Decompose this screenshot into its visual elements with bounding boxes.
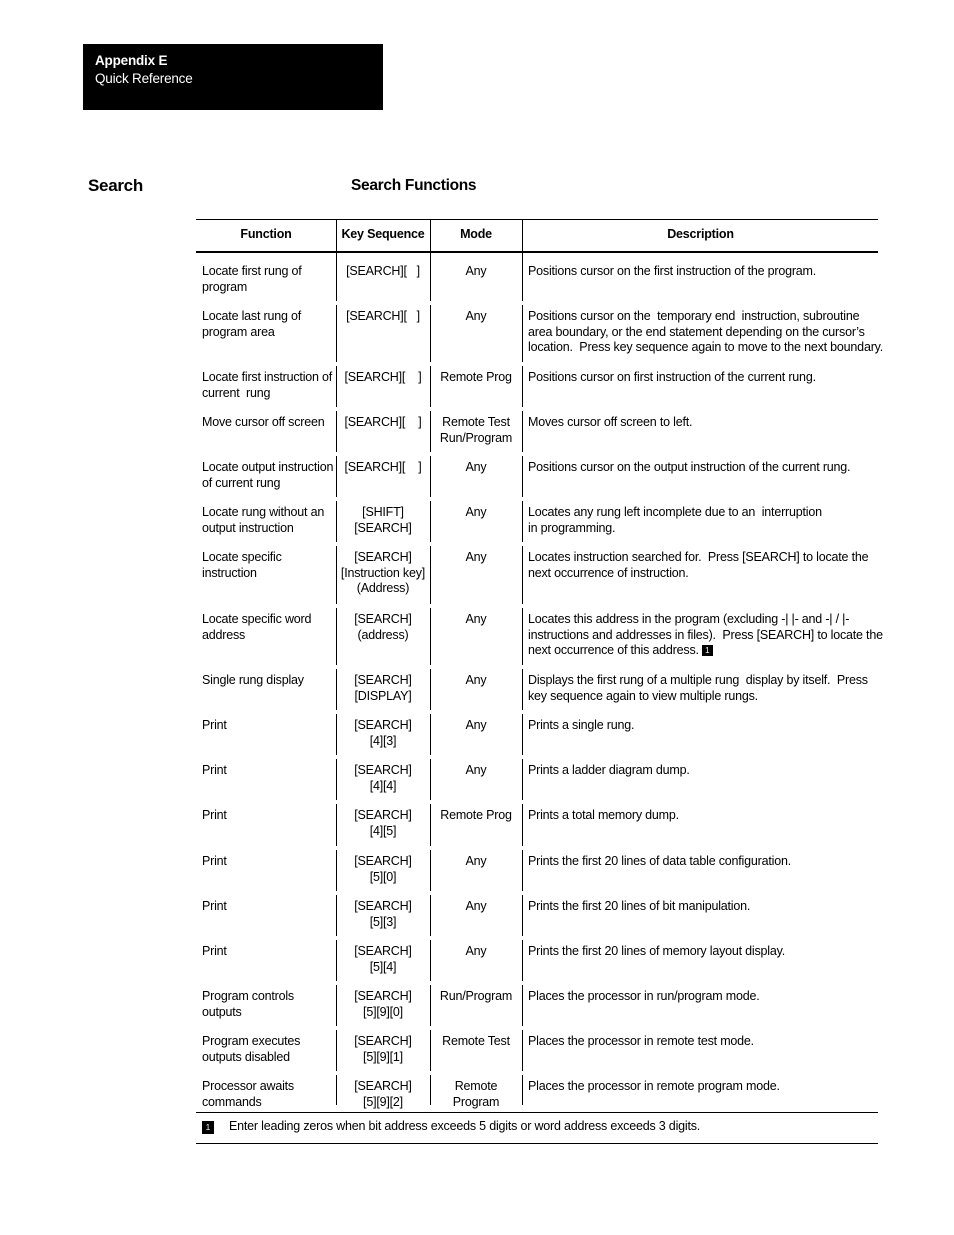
function-cell	[202, 370, 334, 401]
mode-cell	[430, 854, 522, 870]
description-cell	[528, 370, 874, 386]
cell-line: [SEARCH]	[354, 612, 412, 626]
cell-line: key sequence again to view multiple rungs.	[528, 688, 758, 703]
table-header	[196, 219, 878, 253]
column-divider	[522, 546, 523, 604]
key-sequence-cell	[336, 505, 430, 536]
mode-cell	[430, 370, 522, 386]
cell-line: [5][4]	[369, 959, 397, 974]
mode-cell	[430, 808, 522, 824]
cell-line: [SEARCH][ ]	[346, 264, 420, 278]
appendix-label: Appendix E	[95, 53, 168, 68]
cell-line: [SEARCH]	[354, 718, 412, 732]
cell-line: Any	[465, 854, 487, 868]
cell-line: [SEARCH]	[354, 899, 412, 913]
function-cell	[202, 989, 334, 1020]
cell-line: Prints the first 20 lines of bit manipulation.	[528, 899, 751, 913]
cell-line: outputs	[202, 1004, 242, 1019]
cell-line: Locate output instruction	[202, 460, 334, 474]
description-cell	[528, 1034, 874, 1050]
function-cell	[202, 808, 334, 824]
mode-cell	[430, 505, 522, 521]
cell-line: Move cursor off screen	[202, 415, 325, 429]
cell-line: Any	[465, 612, 487, 626]
description-cell	[528, 808, 874, 824]
cell-line: Any	[465, 460, 487, 474]
function-cell	[202, 944, 334, 960]
cell-line: next occurrence of instruction.	[528, 565, 689, 580]
function-cell	[202, 309, 334, 340]
cell-line: Any	[465, 264, 487, 278]
function-cell	[202, 264, 334, 295]
key-sequence-cell	[336, 550, 430, 597]
cell-line: Any	[465, 763, 487, 777]
cell-line: [SEARCH]	[354, 944, 412, 958]
header-column-divider	[522, 220, 523, 251]
column-divider	[522, 501, 523, 542]
description-cell	[528, 854, 874, 870]
cell-line: Prints the first 20 lines of memory layout display.	[528, 944, 786, 958]
description-cell	[528, 718, 874, 734]
mode-cell	[430, 673, 522, 689]
column-header-description: Description	[667, 227, 734, 241]
appendix-subtitle: Quick Reference	[95, 71, 193, 86]
cell-line: of current rung	[202, 475, 281, 490]
key-sequence-cell	[336, 370, 430, 386]
function-cell	[202, 460, 334, 491]
section-title: Search	[88, 176, 143, 195]
cell-line: Locates this address in the program (excluding -| |- and -| / |-	[528, 612, 850, 626]
cell-line: [SEARCH]	[354, 1079, 412, 1093]
cell-line: Print	[202, 763, 227, 777]
mode-cell	[430, 612, 522, 628]
key-sequence-cell	[336, 460, 430, 476]
description-cell	[528, 612, 883, 659]
cell-line: Remote Prog	[440, 808, 512, 822]
column-divider	[522, 850, 523, 891]
header-column-divider	[336, 220, 337, 251]
cell-line: [SEARCH]	[354, 1034, 412, 1048]
table-footnote	[196, 1112, 878, 1144]
mode-cell	[430, 415, 522, 446]
cell-line: Program controls	[202, 989, 294, 1003]
column-divider	[522, 305, 523, 362]
cell-line: [4][3]	[369, 733, 397, 748]
cell-line: Prints a single rung.	[528, 718, 635, 732]
cell-line: Any	[465, 899, 487, 913]
function-cell	[202, 718, 334, 734]
function-cell	[202, 1079, 334, 1110]
key-sequence-cell	[336, 673, 430, 704]
function-cell	[202, 763, 334, 779]
mode-cell	[430, 899, 522, 915]
cell-line: instruction	[202, 565, 257, 580]
cell-line: Prints a total memory dump.	[528, 808, 679, 822]
function-cell	[202, 673, 334, 689]
column-header-key-sequence: Key Sequence	[341, 227, 425, 241]
cell-line: instructions and addresses in files). Press [SEARCH] to locate the	[528, 627, 883, 642]
table-title: Search Functions	[351, 177, 477, 194]
cell-line: [5][3]	[369, 914, 397, 929]
cell-line: Print	[202, 718, 227, 732]
function-cell	[202, 854, 334, 870]
cell-line: [5][9][0]	[363, 1004, 403, 1019]
cell-line: Positions cursor on first instruction of the current rung.	[528, 370, 816, 384]
header-column-divider	[430, 220, 431, 251]
column-divider	[522, 456, 523, 497]
cell-line: location. Press key sequence again to move to the next boundary.	[528, 340, 884, 354]
cell-line: Any	[465, 718, 487, 732]
cell-line: Program executes	[202, 1034, 301, 1048]
mode-cell	[430, 309, 522, 325]
column-divider	[522, 985, 523, 1026]
cell-line: Any	[465, 550, 487, 564]
column-divider	[522, 669, 523, 710]
cell-line: Remote Test	[442, 415, 510, 429]
cell-line: next occurrence of this address. 1	[528, 643, 874, 659]
cell-line: Locate specific word	[202, 612, 312, 626]
function-cell	[202, 1034, 334, 1065]
mode-cell	[430, 989, 522, 1005]
description-cell	[528, 264, 874, 280]
cell-line: Remote	[454, 1079, 498, 1093]
cell-line: Print	[202, 854, 227, 868]
description-cell	[528, 989, 874, 1005]
cell-line: Prints a ladder diagram dump.	[528, 763, 690, 777]
cell-line: Locate last rung of	[202, 309, 302, 323]
cell-line: (Address)	[356, 581, 410, 595]
column-divider	[522, 759, 523, 800]
cell-line: Remote Test	[442, 1034, 510, 1048]
description-cell	[528, 460, 874, 476]
cell-line: program area	[202, 324, 275, 339]
cell-line: [SEARCH][ ]	[344, 415, 422, 429]
description-cell	[528, 763, 874, 779]
column-header-mode: Mode	[460, 227, 492, 241]
description-cell	[528, 899, 874, 915]
key-sequence-cell	[336, 944, 430, 975]
column-divider	[522, 411, 523, 452]
cell-line: Print	[202, 899, 227, 913]
function-cell	[202, 899, 334, 915]
cell-line: Any	[465, 505, 487, 519]
cell-line: Print	[202, 808, 227, 822]
key-sequence-cell	[336, 808, 430, 839]
cell-line: area boundary, or the end statement depending on the cursor’s	[528, 324, 865, 339]
table-body	[196, 253, 884, 1113]
cell-line: [5][9][1]	[363, 1049, 403, 1064]
cell-line: Places the processor in run/program mode.	[528, 989, 760, 1003]
cell-line: in programming.	[528, 520, 616, 535]
mode-cell	[430, 264, 522, 280]
cell-line: [SEARCH]	[354, 550, 412, 564]
cell-line: Locates instruction searched for. Press [SEARCH] to locate the	[528, 550, 869, 564]
cell-line: [SEARCH][ ]	[344, 370, 422, 384]
cell-line: Prints the first 20 lines of data table configuration.	[528, 854, 791, 868]
cell-line: Any	[465, 944, 487, 958]
key-sequence-cell	[336, 612, 430, 643]
cell-line: output instruction	[202, 520, 294, 535]
column-divider	[522, 608, 523, 665]
cell-line: Moves cursor off screen to left.	[528, 415, 693, 429]
cell-line: current rung	[202, 385, 271, 400]
cell-line: [5][0]	[369, 869, 397, 884]
cell-line: Places the processor in remote test mode.	[528, 1034, 754, 1048]
cell-line: Any	[465, 673, 487, 687]
cell-line: [Instruction key]	[340, 565, 426, 580]
cell-line: commands	[202, 1094, 262, 1109]
footnote-text: Enter leading zeros when bit address exceeds 5 digits or word address exceeds 3 digits.	[229, 1119, 701, 1133]
column-divider	[522, 895, 523, 936]
mode-cell	[430, 460, 522, 476]
cell-line: Remote Prog	[440, 370, 512, 384]
cell-line: Displays the first rung of a multiple rung display by itself. Press	[528, 673, 868, 687]
cell-line: [4][5]	[369, 823, 397, 838]
cell-line: [SEARCH]	[354, 673, 412, 687]
footnote-marker: 1	[202, 1121, 214, 1134]
cell-line: [SEARCH]	[354, 989, 412, 1003]
cell-line: [SEARCH][ ]	[344, 460, 422, 474]
function-cell	[202, 415, 334, 431]
cell-line: Any	[465, 309, 487, 323]
mode-cell	[430, 1079, 522, 1110]
description-cell	[528, 1079, 874, 1095]
column-divider	[522, 1075, 523, 1105]
mode-cell	[430, 1034, 522, 1050]
cell-line: [SEARCH]	[354, 854, 412, 868]
key-sequence-cell	[336, 1079, 430, 1110]
key-sequence-cell	[336, 264, 430, 280]
description-cell	[528, 505, 874, 536]
search-functions-table	[196, 219, 884, 1113]
cell-line: Run/Program	[439, 430, 513, 445]
cell-line: Locate specific	[202, 550, 282, 564]
cell-line: Locates any rung left incomplete due to an interruption	[528, 505, 822, 519]
cell-line: Locate first rung of	[202, 264, 302, 278]
appendix-header	[83, 44, 383, 110]
key-sequence-cell	[336, 989, 430, 1020]
mode-cell	[430, 718, 522, 734]
column-divider	[522, 253, 523, 301]
column-divider	[522, 940, 523, 981]
cell-line: Locate rung without an	[202, 505, 325, 519]
description-cell	[528, 550, 874, 581]
cell-line: Locate first instruction of	[202, 370, 333, 384]
function-cell	[202, 550, 334, 581]
footnote-reference: 1	[702, 645, 713, 656]
description-cell	[528, 673, 874, 704]
key-sequence-cell	[336, 854, 430, 885]
mode-cell	[430, 550, 522, 566]
cell-line: [DISPLAY]	[354, 688, 412, 703]
cell-line: address	[202, 627, 246, 642]
key-sequence-cell	[336, 1034, 430, 1065]
cell-line: Single rung display	[202, 673, 304, 687]
cell-line: (address)	[357, 627, 409, 642]
cell-line: Program	[452, 1094, 500, 1109]
cell-line: Processor awaits	[202, 1079, 294, 1093]
key-sequence-cell	[336, 899, 430, 930]
cell-line: Run/Program	[439, 989, 513, 1003]
mode-cell	[430, 944, 522, 960]
cell-line: outputs disabled	[202, 1049, 290, 1064]
function-cell	[202, 505, 334, 536]
column-divider	[522, 804, 523, 846]
key-sequence-cell	[336, 415, 430, 431]
column-divider	[522, 366, 523, 407]
column-divider	[522, 1030, 523, 1071]
column-header-function: Function	[240, 227, 292, 241]
cell-line: program	[202, 279, 248, 294]
cell-line: [SHIFT]	[362, 505, 404, 519]
cell-line: Positions cursor on the temporary end instruction, subroutine	[528, 309, 860, 323]
cell-line: [SEARCH]	[354, 763, 412, 777]
key-sequence-cell	[336, 763, 430, 794]
cell-line: [5][9][2]	[363, 1094, 403, 1109]
cell-line: Places the processor in remote program mode.	[528, 1079, 780, 1093]
cell-line: Print	[202, 944, 227, 958]
mode-cell	[430, 763, 522, 779]
description-cell	[528, 415, 874, 431]
cell-line: Positions cursor on the output instruction of the current rung.	[528, 460, 851, 474]
key-sequence-cell	[336, 718, 430, 749]
cell-line: Positions cursor on the first instruction of the program.	[528, 264, 817, 278]
description-cell	[528, 309, 884, 356]
key-sequence-cell	[336, 309, 430, 325]
cell-line: [SEARCH][ ]	[346, 309, 420, 323]
cell-line: [SEARCH]	[354, 808, 412, 822]
column-divider	[522, 714, 523, 755]
description-cell	[528, 944, 874, 960]
cell-line: [SEARCH]	[354, 520, 412, 535]
cell-line: [4][4]	[369, 778, 397, 793]
function-cell	[202, 612, 334, 643]
